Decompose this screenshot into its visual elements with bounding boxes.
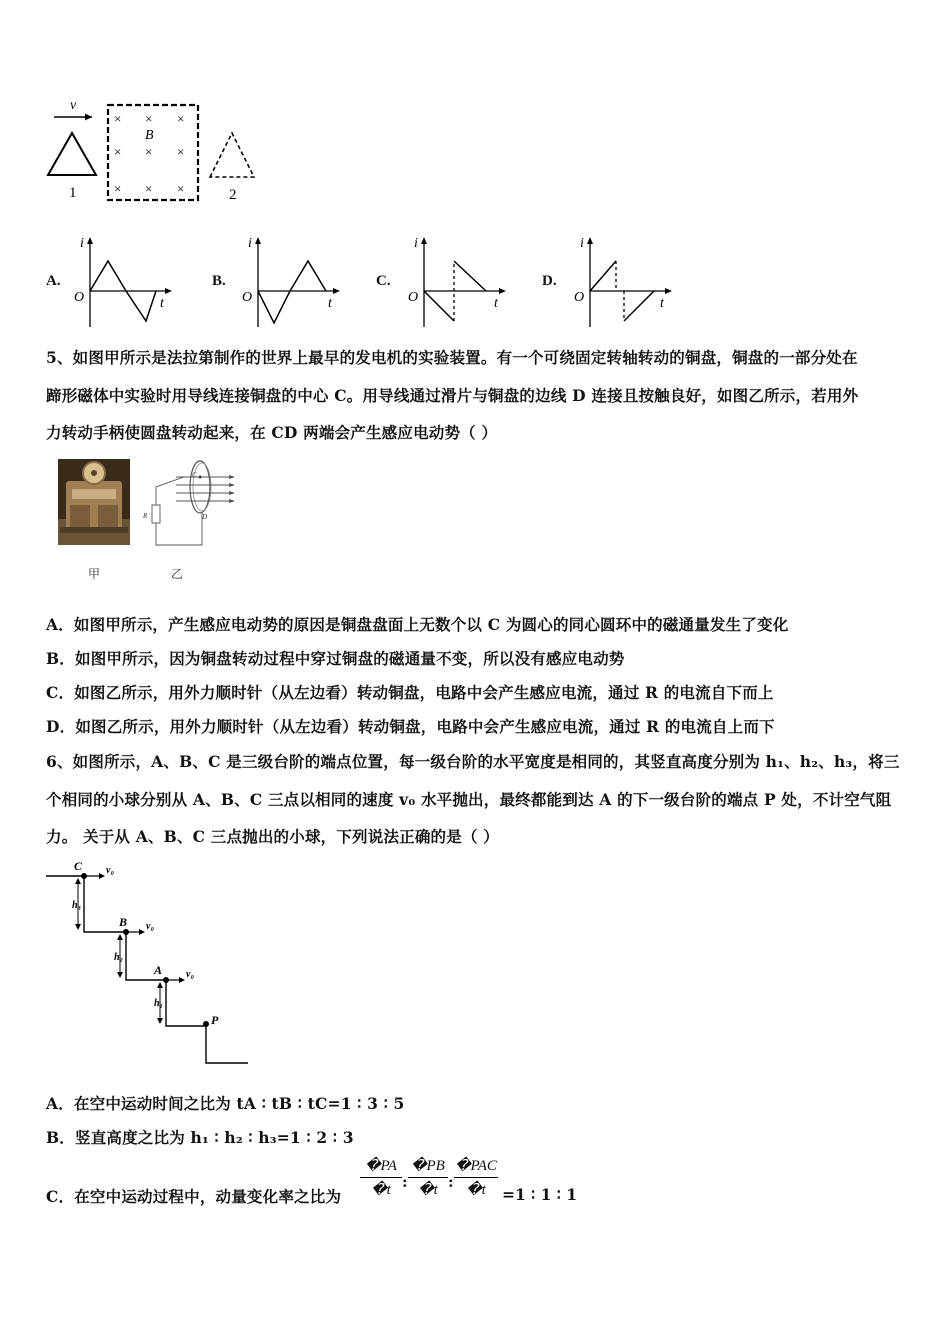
q4-option-a-graph: [68, 235, 178, 330]
svg-text:A: A: [154, 963, 163, 977]
svg-text:R: R: [143, 512, 148, 520]
svg-text:t: t: [494, 296, 498, 311]
q5-option-b[interactable]: B．如图甲所示，因为铜盘转动过程中穿过铜盘的磁通量不变，所以没有感应电动势: [46, 649, 625, 668]
svg-text:C: C: [192, 471, 197, 479]
q4-option-d-graph: [568, 235, 678, 330]
svg-text:t: t: [160, 296, 164, 311]
q6-option-c-prefix[interactable]: C．在空中运动过程中，动量变化率之比为: [46, 1187, 342, 1206]
q4-option-d-letter[interactable]: D.: [542, 273, 557, 289]
svg-text:×: ×: [177, 181, 185, 196]
svg-text:×: ×: [114, 181, 122, 196]
q5-stem-line-2: 蹄形磁体中实验时用导线连接铜盘的中心 C。用导线通过滑片与铜盘的边线 D 连接且按触良好，如图乙所示，若用外: [46, 386, 859, 405]
q6-option-c-fraction-3: �PAC �t: [455, 1158, 497, 1198]
svg-text:×: ×: [145, 111, 153, 126]
q6-option-c-fraction-1: �PA �t: [360, 1156, 402, 1199]
figure-caption-jia: 甲: [88, 567, 101, 581]
q5-option-c[interactable]: C．如图乙所示，用外力顺时针（从左边看）转动铜盘，电路中会产生感应电流，通过 R 的电流自下而上: [46, 683, 774, 702]
q6-option-b[interactable]: B．竖直高度之比为 h₁ ∶ h₂ ∶ h₃=1 ∶ 2 ∶ 3: [46, 1128, 354, 1147]
staircase-diagram: [44, 856, 254, 1068]
svg-text:×: ×: [145, 144, 153, 159]
q4-option-c-graph: [402, 235, 512, 330]
field-cross-marks: [114, 111, 184, 196]
q5-stem-line-3: 力转动手柄使圆盘转动起来，在 CD 两端会产生感应电动势（ ）: [46, 423, 498, 442]
svg-text:×: ×: [114, 144, 122, 159]
svg-text:O: O: [574, 290, 585, 305]
q5-option-a[interactable]: A．如图甲所示，产生感应电动势的原因是铜盘盘面上无数个以 C 为圆心的同心圆环中的磁通量发生了变化: [46, 615, 789, 634]
svg-text:B: B: [119, 915, 128, 929]
q5-option-d[interactable]: D．如图乙所示，用外力顺时针（从左边看）转动铜盘，电路中会产生感应电流，通过 R 的电流自上而下: [46, 717, 775, 736]
q4-option-a-letter[interactable]: A.: [46, 273, 61, 289]
q6-option-c-suffix: =1 ∶ 1 ∶ 1: [502, 1185, 577, 1204]
disk-circuit-diagram: [140, 455, 240, 550]
svg-text:i: i: [80, 236, 84, 251]
svg-text:v₀: v₀: [146, 921, 154, 932]
q6-stem-line-1: 6、如图所示，A、B、C 是三级台阶的端点位置，每一级台阶的水平宽度是相同的，其竖直高度分别为 h₁、h₂、h₃，将三: [46, 752, 900, 771]
q4-option-b-graph: [236, 235, 346, 330]
svg-text:h₃: h₃: [72, 900, 82, 911]
q6-option-c-fraction-2: �PB �t: [408, 1156, 448, 1199]
velocity-label: v: [70, 98, 77, 113]
svg-text:×: ×: [177, 144, 185, 159]
svg-text:h₁: h₁: [154, 998, 164, 1009]
triangle-loop-1: [48, 133, 96, 175]
svg-text:×: ×: [114, 111, 122, 126]
svg-text:P: P: [211, 1013, 219, 1027]
q6-stem-line-3: 力。 关于从 A、B、C 三点抛出的小球，下列说法正确的是（ ）: [46, 827, 499, 846]
q6-stem-line-2: 个相同的小球分别从 A、B、C 三点以相同的速度 v₀ 水平抛出，最终都能到达 A 的下一级台阶的端点 P 处，不计空气阻: [46, 790, 892, 809]
svg-text:C: C: [74, 859, 83, 873]
field-label: B: [145, 128, 154, 143]
svg-text:i: i: [414, 236, 418, 251]
svg-text:O: O: [408, 290, 419, 305]
svg-text:i: i: [580, 236, 584, 251]
figure-caption-yi: 乙: [171, 567, 184, 581]
loop-label-1: 1: [69, 185, 77, 201]
triangle-loop-2: [210, 133, 254, 177]
svg-text:i: i: [248, 236, 252, 251]
q4-option-c-letter[interactable]: C.: [376, 273, 391, 289]
q4-option-b-letter[interactable]: B.: [212, 273, 226, 289]
svg-text:v₀: v₀: [186, 969, 194, 980]
svg-text:t: t: [328, 296, 332, 311]
loop-label-2: 2: [229, 187, 237, 203]
svg-text:h₂: h₂: [114, 952, 124, 963]
svg-text:t: t: [660, 296, 664, 311]
q6-option-a[interactable]: A．在空中运动时间之比为 tA ∶ tB ∶ tC=1 ∶ 3 ∶ 5: [46, 1094, 405, 1113]
magnetic-field-region: [108, 105, 198, 200]
faraday-generator-photo: [58, 459, 130, 545]
svg-text:O: O: [74, 290, 85, 305]
svg-text:D: D: [202, 513, 208, 521]
svg-text:×: ×: [177, 111, 185, 126]
q5-stem-line-1: 5、如图甲所示是法拉第制作的世界上最早的发电机的实验装置。有一个可绕固定转轴转动的铜盘，铜盘的一部分处在: [46, 348, 858, 367]
q4-figure: [40, 95, 270, 210]
svg-text:v₀: v₀: [106, 865, 114, 876]
svg-text:O: O: [242, 290, 253, 305]
svg-text:×: ×: [145, 181, 153, 196]
